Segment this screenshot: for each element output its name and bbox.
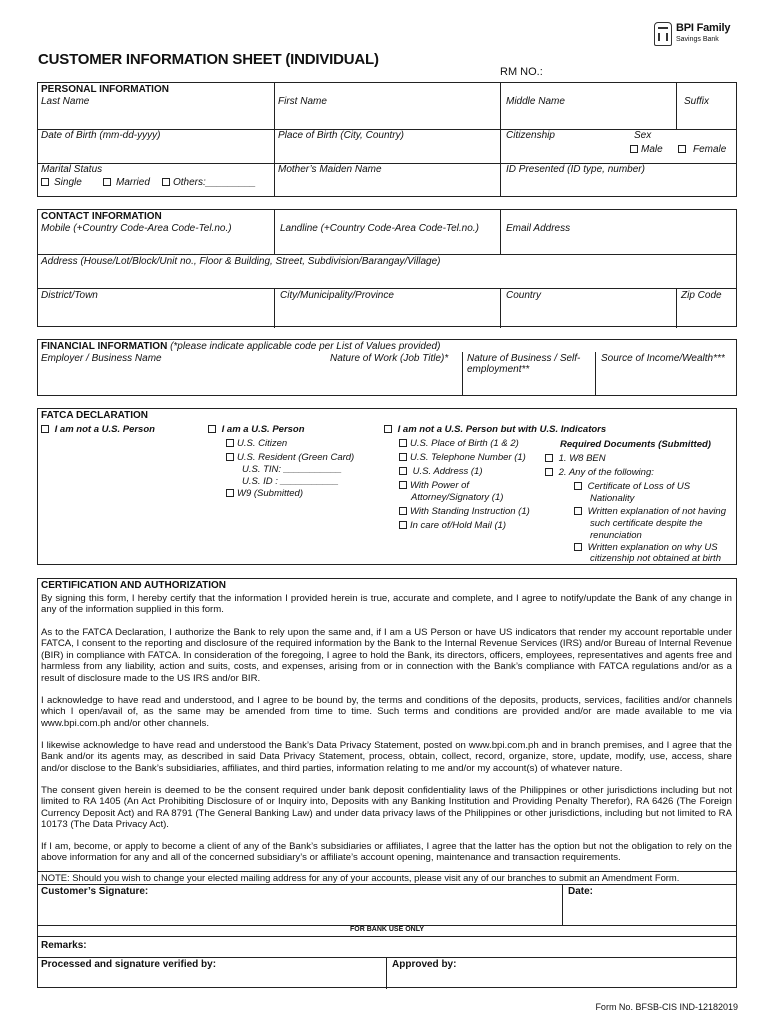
logo-name: BPI Family: [676, 22, 731, 34]
female-checkbox[interactable]: Female: [678, 144, 726, 155]
cert-paragraph-3: I acknowledge to have read and understood, and I agree to be bound by, the terms and conditions of the deposits, products, services, facilities and/or channels which I open/avail of, as the same may be amended from time to time. Such terms and conditions are provided and/or are made available to me via www.bpi.com.ph and/or other channels.: [41, 695, 732, 729]
checkbox-icon: [399, 481, 407, 489]
remarks-field[interactable]: Remarks:: [41, 940, 87, 951]
logo-sub: Savings Bank: [676, 36, 719, 43]
checkbox-icon: [574, 543, 582, 551]
power-of-attorney-checkbox[interactable]: With Power of: [399, 480, 469, 491]
employer-field[interactable]: Employer / Business Name: [41, 353, 162, 364]
certification-section: [37, 578, 737, 988]
processed-by-field[interactable]: Processed and signature verified by:: [41, 959, 217, 970]
checkbox-icon: [41, 425, 49, 433]
any-of-following-checkbox[interactable]: 2. Any of the following:: [545, 467, 654, 478]
last-name-field[interactable]: Last Name: [41, 96, 90, 107]
written-explanation-why-checkbox[interactable]: Written explanation on why US: [574, 542, 718, 553]
required-documents-label: Required Documents (Submitted): [560, 439, 711, 450]
nature-of-work-field[interactable]: Nature of Work (Job Title)*: [330, 353, 449, 364]
cert-paragraph-2: As to the FATCA Declaration, I authorize the Bank to rely upon the same and, if I am a US Person or have US indicators that render my account reportable under FATCA, I consent to the reporting and disclosure of the required information by the Bank to the Internal Revenue Services (IRS) and/or Bureau of Internal Revenue (BIR) in compliance with FATCA. In consideration of the foregoing, I agree to hold the Bank, its directors, officers, employees, representatives and agents free and harmless from any liability, action and suits, costs, and expenses, arising from or in connection with the Bank’s compliance with FATCA regulations and/or as a result of disclosure made to the US IRS and/or BIR.: [41, 627, 732, 684]
cert-paragraph-6: If I am, become, or apply to become a client of any of the Bank’s subsidiaries or affiliates, I agree that the latter has the option but not the obligation to rely on the above information for any and all of the concerned subsidiary’s or affiliate’s account opening, maintenance and transaction requirements.: [41, 841, 732, 864]
sex-label: Sex: [634, 130, 652, 141]
checkbox-icon: [399, 521, 407, 529]
address-field[interactable]: Address (House/Lot/Block/Unit no., Floor & Building, Street, Subdivision/Barangay/Village): [41, 256, 441, 267]
personal-information-section: [37, 82, 737, 197]
power-of-attorney-label: Attorney/Signatory (1): [411, 492, 504, 503]
section-header: CONTACT INFORMATION: [41, 211, 162, 222]
form-title: CUSTOMER INFORMATION SHEET (INDIVIDUAL): [38, 51, 379, 68]
rm-no-label: RM NO.:: [500, 66, 543, 78]
mobile-field[interactable]: Mobile (+Country Code-Area Code-Tel.no.): [41, 223, 232, 234]
checkbox-icon: [226, 489, 234, 497]
not-us-with-indicators-checkbox[interactable]: I am not a U.S. Person but with U.S. Indicators: [384, 424, 606, 435]
married-checkbox[interactable]: Married: [103, 177, 150, 188]
checkbox-icon: [226, 453, 234, 461]
place-of-birth-field[interactable]: Place of Birth (City, Country): [278, 130, 404, 141]
checkbox-icon: [399, 507, 407, 515]
checkbox-icon: [399, 453, 407, 461]
written-explanation-not-having-checkbox[interactable]: Written explanation of not having: [574, 506, 726, 517]
written-explanation-line3: renunciation: [590, 530, 642, 541]
section-header: PERSONAL INFORMATION: [41, 84, 169, 95]
us-place-of-birth-checkbox[interactable]: U.S. Place of Birth (1 & 2): [399, 438, 519, 449]
standing-instruction-checkbox[interactable]: With Standing Instruction (1): [399, 506, 530, 517]
checkbox-icon: [226, 439, 234, 447]
country-field[interactable]: Country: [506, 290, 542, 301]
checkbox-icon: [630, 145, 638, 153]
middle-name-field[interactable]: Middle Name: [506, 96, 565, 107]
section-header: FINANCIAL INFORMATION (*please indicate applicable code per List of Values provided): [41, 341, 441, 352]
section-header: CERTIFICATION AND AUTHORIZATION: [41, 580, 226, 591]
fatca-declaration-section: [37, 408, 737, 565]
nature-of-business-field[interactable]: Nature of Business / Self- employment**: [467, 353, 581, 375]
cert-paragraph-5: The consent given herein is deemed to be the consent required under bank deposit confidentiality laws of the Philippines or other jurisdictions including but not limited to RA 1405 (An Act Prohibiting Disclosure of or Inquiry into, Deposits with any Banking Institution and Providing Penalty Therefor), RA 6426 (The Foreign Currency Deposit Act) and RA 8791 (The General Banking Law) and under data privacy laws of the Philippines or other jurisdictions, including but not limited to RA 10173 (The Data Privacy Act).: [41, 785, 732, 831]
amendment-note: NOTE: Should you wish to change your elected mailing address for any of your accounts, please visit any of our branches to submit an Amendment Form.: [41, 872, 680, 883]
certificate-loss-label: Nationality: [590, 493, 635, 504]
others-checkbox[interactable]: Others:_________: [162, 177, 256, 188]
citizenship-field[interactable]: Citizenship: [506, 130, 555, 141]
date-of-birth-field[interactable]: Date of Birth (mm-dd-yyyy): [41, 130, 161, 141]
checkbox-icon: [41, 178, 49, 186]
source-of-income-field[interactable]: Source of Income/Wealth***: [601, 353, 725, 364]
checkbox-icon: [545, 454, 553, 462]
checkbox-icon: [678, 145, 686, 153]
bank-use-only-label: FOR BANK USE ONLY: [349, 926, 425, 933]
checkbox-icon: [545, 468, 553, 476]
city-field[interactable]: City/Municipality/Province: [280, 290, 394, 301]
us-resident-checkbox[interactable]: U.S. Resident (Green Card): [226, 452, 354, 463]
customer-signature-field[interactable]: Customer’s Signature:: [41, 886, 149, 897]
checkbox-icon: [208, 425, 216, 433]
us-telephone-checkbox[interactable]: U.S. Telephone Number (1): [399, 452, 526, 463]
checkbox-icon: [162, 178, 170, 186]
suffix-field[interactable]: Suffix: [684, 96, 710, 107]
checkbox-icon: [574, 507, 582, 515]
mothers-maiden-name-field[interactable]: Mother’s Maiden Name: [278, 164, 382, 175]
single-checkbox[interactable]: Single: [41, 177, 82, 188]
male-checkbox[interactable]: Male: [630, 144, 663, 155]
landline-field[interactable]: Landline (+Country Code-Area Code-Tel.no.): [280, 223, 479, 234]
section-header: FATCA DECLARATION: [41, 410, 149, 421]
district-field[interactable]: District/Town: [41, 290, 98, 301]
checkbox-icon: [574, 482, 582, 490]
zip-code-field[interactable]: Zip Code: [681, 290, 722, 301]
certificate-loss-checkbox[interactable]: Certificate of Loss of US: [574, 481, 690, 492]
approved-by-field[interactable]: Approved by:: [392, 959, 457, 970]
contact-information-section: [37, 209, 737, 327]
form-number: Form No. BFSB-CIS IND-12182019: [595, 1002, 738, 1012]
id-presented-field[interactable]: ID Presented (ID type, number): [506, 164, 645, 175]
date-field[interactable]: Date:: [568, 886, 594, 897]
marital-status-label: Marital Status: [41, 164, 103, 175]
us-tin-field[interactable]: U.S. TIN: ___________: [242, 464, 342, 475]
us-person-checkbox[interactable]: I am a U.S. Person: [208, 424, 305, 435]
checkbox-icon: [399, 439, 407, 447]
first-name-field[interactable]: First Name: [278, 96, 327, 107]
w9-checkbox[interactable]: W9 (Submitted): [226, 488, 303, 499]
written-explanation-line2: such certificate despite the: [590, 518, 703, 529]
cert-paragraph-1: By signing this form, I hereby certify that the information I provided herein is true, accurate and complete, and I agree to notify/update the Bank of any change in any of the information supplied in this form.: [41, 593, 732, 616]
hold-mail-checkbox[interactable]: In care of/Hold Mail (1): [399, 520, 506, 531]
bank-building-icon: [654, 22, 672, 46]
not-us-person-checkbox[interactable]: I am not a U.S. Person: [41, 424, 155, 435]
financial-information-section: [37, 339, 737, 396]
checkbox-icon: [399, 467, 407, 475]
written-explanation-why-line2: citizenship not obtained at birth: [590, 553, 721, 564]
checkbox-icon: [103, 178, 111, 186]
bpi-family-logo: [654, 20, 734, 50]
w8-ben-checkbox[interactable]: 1. W8 BEN: [545, 453, 606, 464]
us-id-field[interactable]: U.S. ID : ___________: [242, 476, 339, 487]
us-citizen-checkbox[interactable]: U.S. Citizen: [226, 438, 287, 449]
checkbox-icon: [384, 425, 392, 433]
email-field[interactable]: Email Address: [506, 223, 571, 234]
us-address-checkbox[interactable]: U.S. Address (1): [399, 466, 483, 477]
cert-paragraph-4: I likewise acknowledge to have read and understood the Bank’s Data Privacy Statement, posted on www.bpi.com.ph and in branch premises, and I agree that the Bank and/or its agents may, as described in said Data Privacy Statement, process, obtain, collect, record, organize, store, update, modify, use, access, share and/or disclose to the Bank’s subsidiaries, affiliates, and third parties, information relating to me and/or my account(s) of whatever nature.: [41, 740, 732, 774]
